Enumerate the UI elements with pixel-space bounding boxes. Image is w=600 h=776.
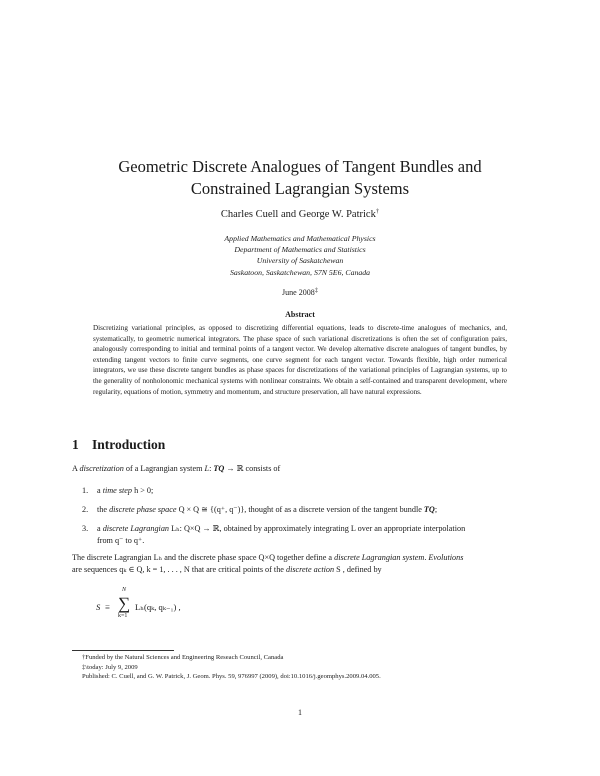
section-title: Introduction xyxy=(92,437,166,452)
term-discretization: discretization xyxy=(79,464,124,473)
affiliation xyxy=(0,233,600,278)
text-run: : xyxy=(209,464,214,473)
author-footnote-mark: † xyxy=(375,208,380,215)
footnote: ‡\today: July 9, 2009 xyxy=(82,663,138,671)
affiliation-line: University of Saskatchewan xyxy=(256,256,344,266)
sum-symbol: ∑ xyxy=(118,594,131,613)
list-number: 1. xyxy=(82,486,89,495)
text-run: h > 0; xyxy=(132,486,154,495)
formula-equiv: ≡ xyxy=(105,602,110,612)
term: discrete phase space xyxy=(109,505,177,514)
math-symbol: TQ xyxy=(213,464,225,473)
list-item xyxy=(82,523,528,545)
affiliation-line: Applied Mathematics and Mathematical Physics xyxy=(224,234,376,243)
affiliation-line: Department of Mathematics and Statistics xyxy=(234,245,366,255)
math-symbol: L xyxy=(204,464,210,473)
text-run: . xyxy=(424,553,429,562)
title-line-1: Geometric Discrete Analogues of Tangent Bundles and xyxy=(118,157,482,176)
term: Evolutions xyxy=(428,553,464,562)
text-run: Lₕ: Q×Q → ℝ, obtained by approximately integrating L over an appropriate interpolation xyxy=(169,524,466,533)
text-run: A xyxy=(72,464,80,473)
math-symbol: TQ xyxy=(423,505,435,514)
date-text: June 2008 xyxy=(282,288,315,297)
text-run: S , defined by xyxy=(334,565,382,574)
text-run: → ℝ consists of xyxy=(224,464,281,473)
abstract-heading: Abstract xyxy=(285,310,315,319)
date-footnote-mark: ‡ xyxy=(314,287,318,294)
page-number: 1 xyxy=(298,708,302,717)
title-line-2: Constrained Lagrangian Systems xyxy=(190,179,410,198)
list-number: 2. xyxy=(82,505,89,514)
term: discrete Lagrangian xyxy=(102,524,170,533)
author-names: Charles Cuell and George W. Patrick xyxy=(220,209,376,220)
footnote: Published: C. Cuell, and G. W. Patrick, J. Geom. Phys. 59, 976997 (2009), doi:10.1016/j.geomphys.2009.04.005. xyxy=(82,673,381,681)
text-run: a xyxy=(97,486,103,495)
footnote: †Funded by the Natural Sciences and Engineering Reseach Council, Canada xyxy=(82,654,284,661)
text-run: are sequences qₖ ∈ Q, k = 1, . . . , N that are critical points of the xyxy=(72,565,286,574)
text-run: Q × Q ≅ {(q⁺, q⁻)}, thought of as a discrete version of the tangent bundle xyxy=(176,505,424,514)
sum-lower-limit: k=1 xyxy=(118,613,128,619)
text-run: The discrete Lagrangian Lₕ and the discrete phase space Q×Q together define a xyxy=(72,553,335,562)
list-item xyxy=(82,485,528,497)
text-run: of a Lagrangian system xyxy=(123,464,205,473)
list-number: 3. xyxy=(82,524,89,533)
formula-lhs: S xyxy=(96,602,101,612)
paper-title xyxy=(60,156,540,200)
text-run: a xyxy=(97,524,103,533)
section-heading xyxy=(72,437,165,453)
authors xyxy=(0,209,600,220)
list-item xyxy=(82,504,528,516)
footnotes xyxy=(82,653,522,682)
action-formula xyxy=(96,587,296,624)
term: discrete action xyxy=(285,565,335,574)
section-number: 1 xyxy=(72,437,79,452)
text-run: the xyxy=(97,505,110,514)
paper-date xyxy=(0,288,600,297)
sum-upper-limit: N xyxy=(122,587,127,593)
paragraph xyxy=(72,552,528,576)
text-run: from q⁻ to q⁺. xyxy=(97,536,145,545)
term: discrete Lagrangian system xyxy=(334,553,425,562)
affiliation-line: Saskatoon, Saskatchewan, S7N 5E6, Canada xyxy=(229,267,371,277)
term: time step xyxy=(102,486,133,495)
text-run: ; xyxy=(434,505,438,514)
intro-paragraph xyxy=(72,463,528,475)
abstract-text: Discretizing variational principles, as opposed to discretizing differential equations, leads to discrete-time analogues of mechanics, and, systematically, to geometric numerical integrators. The phase space of such variational discretizations is often the set of configuration pairs, analogously corresponding to initial and terminal points of a tangent vector. We develop alternative discrete analogues of tangent bundles, by extending tangent vectors to finite curve segments, one curve segment for each tangent vector. Towards flexible, high order numerical integrators, we use these discrete tangent bundles as phase spaces for discretizations of the variational principles of Lagrangian systems, up to the generality of nonholonomic mechanical systems with nonlinear constraints. We obtain a self-contained and transparent development, where regularity, equations of motion, symmetry and momentum, and structure preservation, all have natural expressions. xyxy=(93,324,507,396)
formula-body: Lₕ(qₖ, qₖ₋₁) , xyxy=(135,602,181,612)
footnote-rule xyxy=(72,650,174,651)
